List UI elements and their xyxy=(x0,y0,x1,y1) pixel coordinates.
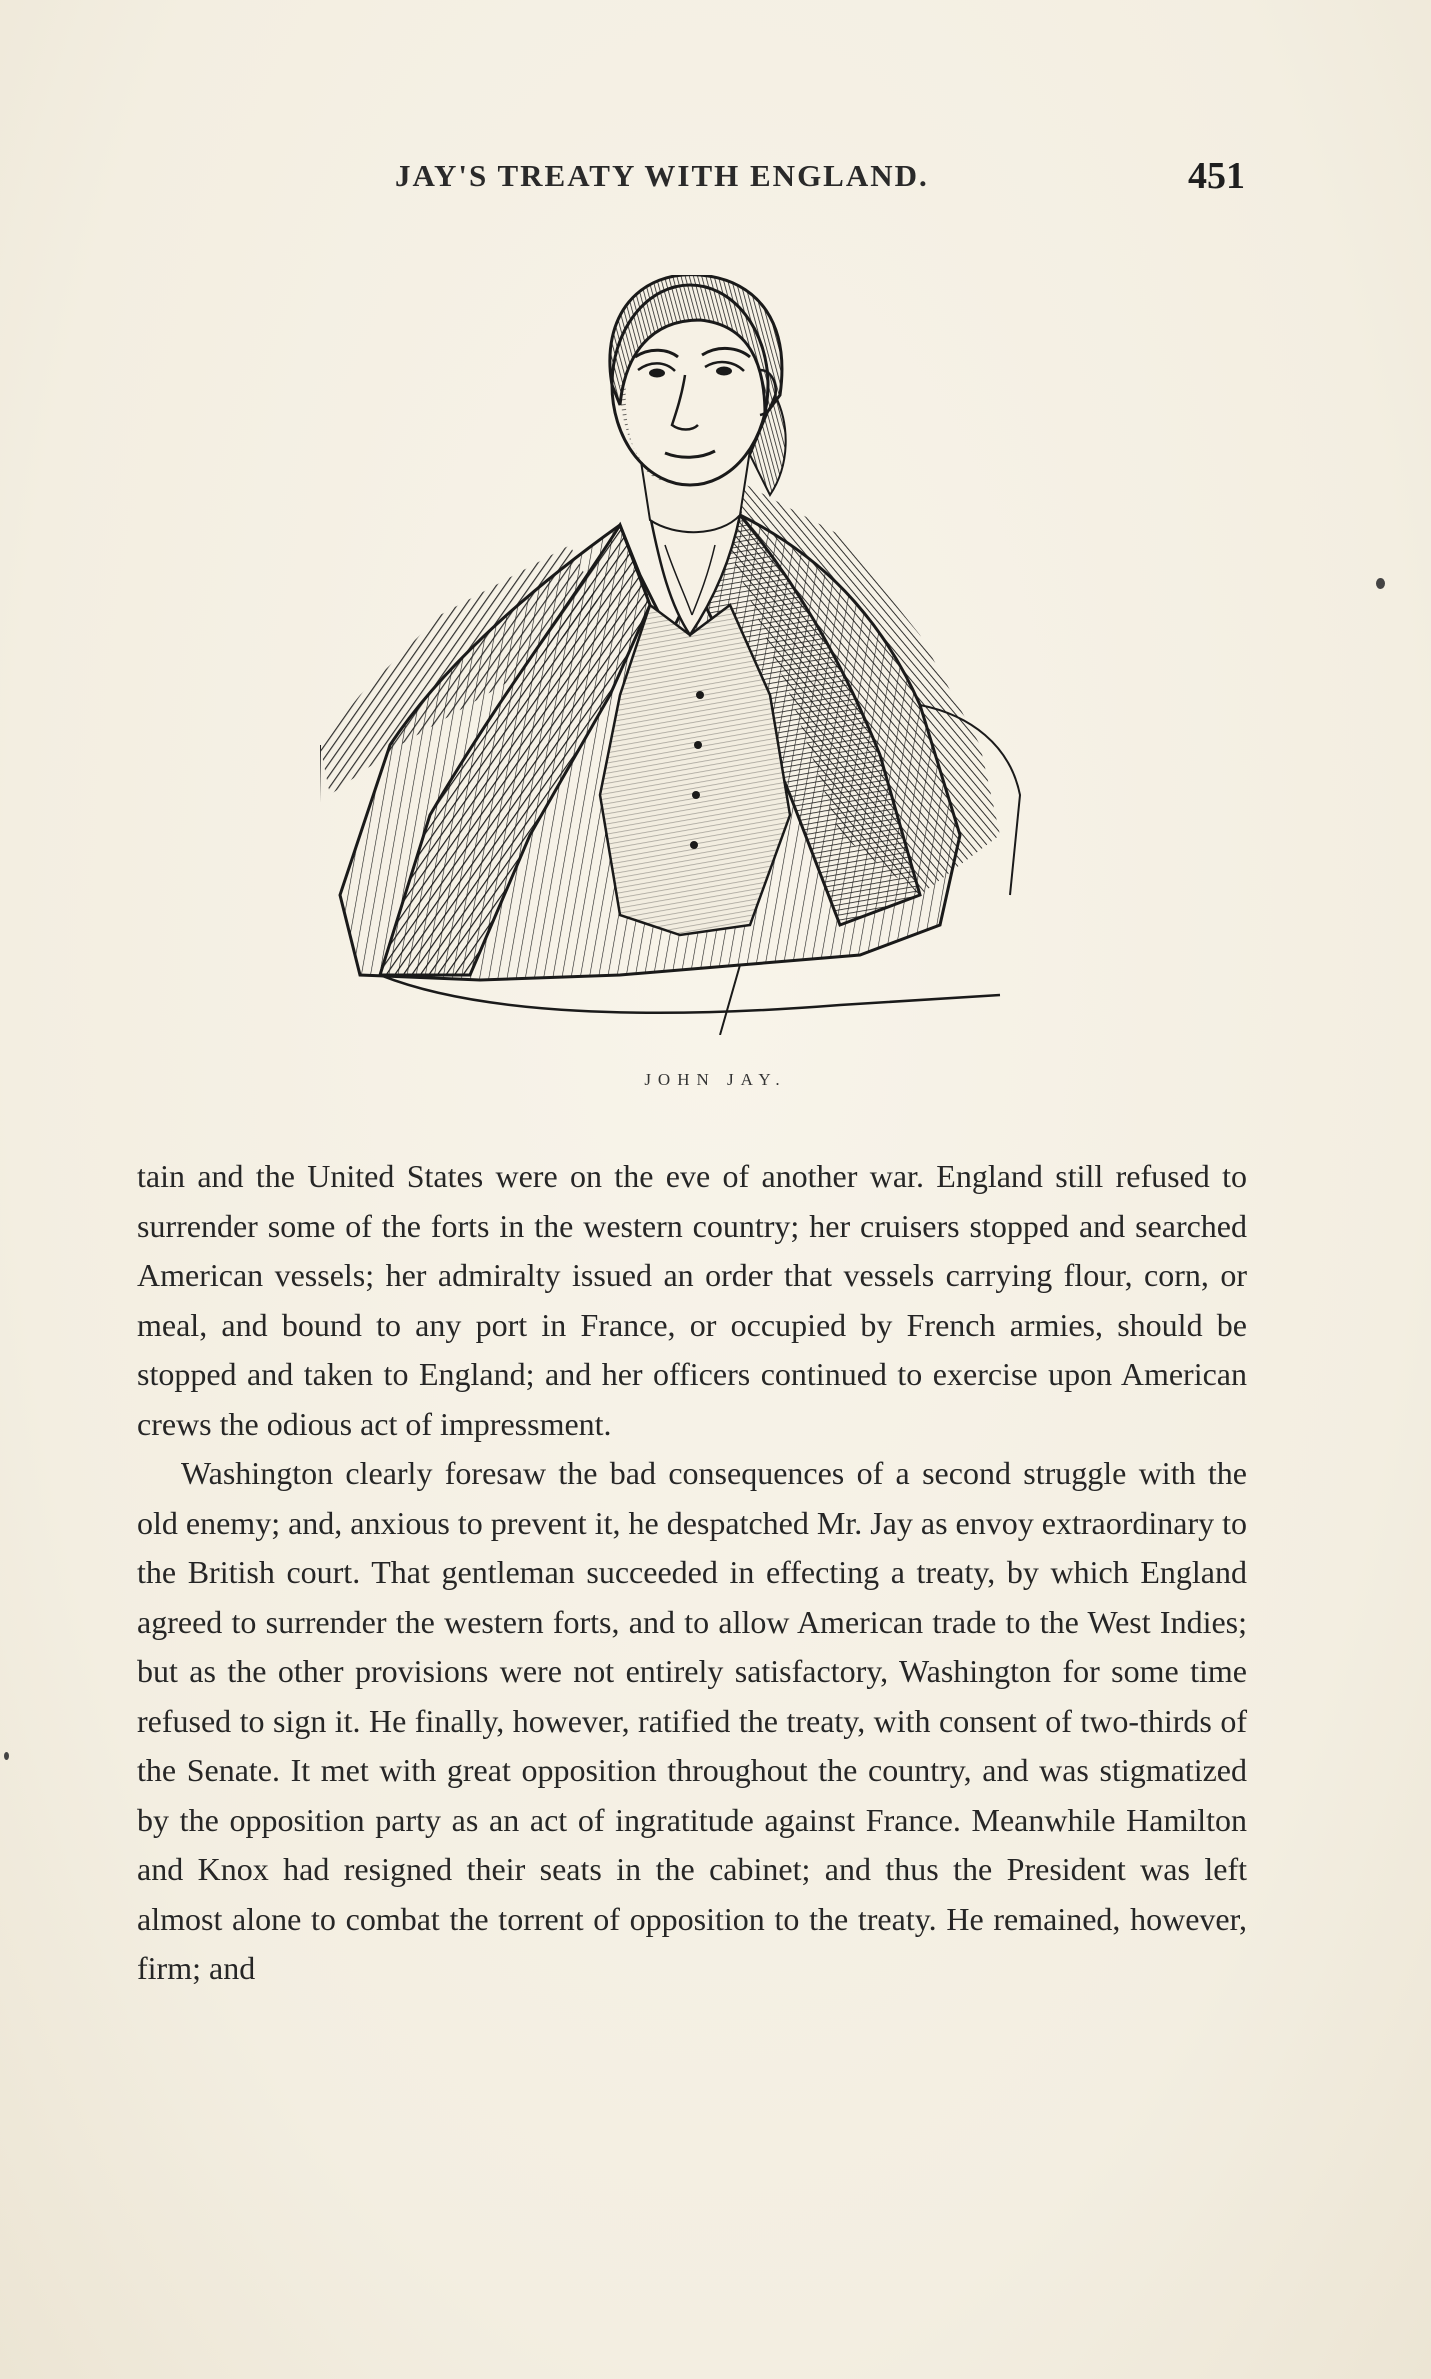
portrait-engraving xyxy=(320,275,1060,1035)
running-head xyxy=(395,155,1245,208)
figure-caption: JOHN JAY. xyxy=(644,1070,787,1089)
body-text xyxy=(137,1152,1247,1994)
paragraph: tain and the United States were on the eve of another war. England still refused to surrender some of the forts in the western country; her cruisers stopped and searched American vessels; her admiralty issued an order that vessels carrying flour, corn, or meal, and bound to any port in France, or occupied by French armies, should be stopped and taken to England; and her officers continued to exercise upon American crews the odious act of impressment. xyxy=(137,1158,1247,1442)
running-title: JAY'S TREATY WITH ENGLAND. xyxy=(395,158,929,193)
ink-speck xyxy=(1376,578,1385,589)
ink-speck xyxy=(4,1752,9,1760)
page-number: 451 xyxy=(1188,155,1245,197)
paragraph: Washington clearly foresaw the bad consequences of a second struggle with the old enemy; and, anxious to prevent it, he despatched Mr. Jay as envoy extraordinary to the British court. That gentleman succeeded in effecting a treaty, by which England agreed to surrender the western forts, and to allow American trade to the West Indies; but as the other provisions were not entirely satisfactory, Washington for some time refused to sign it. He finally, however, ratified the treaty, with consent of two-thirds of the Senate. It met with great opposition throughout the country, and was stigmatized by the opposition party as an act of ingratitude against France. Meanwhile Hamilton and Knox had resigned their seats in the cabinet; and thus the President was left almost alone to combat the torrent of opposition to the treaty. He remained, however, firm; and xyxy=(137,1455,1247,1986)
